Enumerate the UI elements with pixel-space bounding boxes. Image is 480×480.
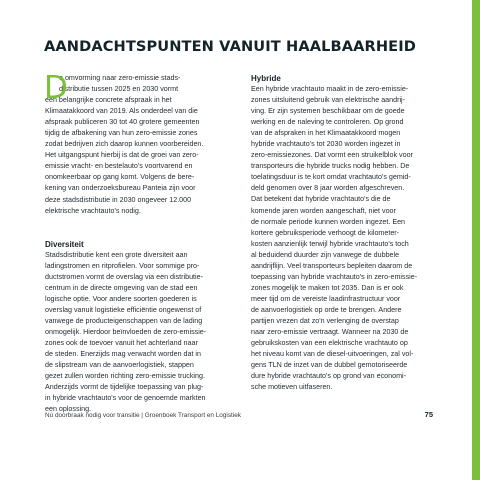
body-line: naar zero-emissie vertraagt. Wanneer na 2030 de [251,328,409,337]
intro-paragraph [44,70,226,217]
body-line: in hybride vrachtauto's voor de genoemde markten [45,394,206,403]
body-line: de slipstream van de aanvoerlogistiek, stappen [45,361,194,370]
body-line: al beduidend duurder zijn vanwege de dubbele [251,250,400,259]
intro-line: afspraak publiceren 30 tot 40 grotere gemeenten [45,118,200,127]
body-line: zones ook de toevoer vanuit het achterland naar [45,338,198,347]
body-line: ving. Er zijn systemen beschikbaar om de goede [251,107,405,116]
body-line: zero-emissiezones. Dat vormt een struikelblok voor [251,151,413,160]
intro-line: e omvorming naar zero-emissie stads- [59,74,181,82]
intro-line: emissie vracht- en bestelauto's voortvarend en [45,162,193,171]
body-line: Anderzijds vormt de tijdelijke toepassing van plug- [45,383,204,392]
page-title: AANDACHTSPUNTEN VANUIT HAALBAARHEID [44,38,416,55]
body-line: deld genomen over 8 jaar worden afgeschreven. [251,184,405,193]
body-line: transporteurs die hybride trucks nodig hebben. De [251,162,410,171]
body-line: onmogelijk. Hierdoor beïnvloeden de zero-emissie- [45,327,207,336]
body-line: ladingstromen en ritprofielen. Voor sommige pro- [45,261,200,270]
body-line: ductstromen vormt de overslag via een distributie- [45,272,203,281]
body-line: de aanvoerlogistiek op orde te brengen. Andere [251,305,402,314]
body-line: zones mogelijk te maken tot 2035. Dan is er ook [251,283,404,292]
hybride-paragraph [251,84,432,393]
body-line: Een hybride vrachtauto maakt in de zero-emissie- [251,85,409,93]
intro-line: Het uitgangspunt hierbij is dat de groei van zero- [45,151,199,160]
page-footer: Nú doorbraak nodig voor transitie | Groenboek Transport en Logistiek [45,412,241,419]
body-line: van de afspraken in het Klimaatakkoord mogen [251,129,401,138]
intro-line: Klimaatakkoord van 2019. Als onderdeel van die [45,107,198,116]
body-line: kosten aanzienlijk terwijl hybride vrachtauto's toch [251,239,409,248]
section-heading-hybride: Hybride [251,74,281,83]
body-line: kortere gebruiksperiode verhoogt de kilometer- [251,228,400,237]
body-line: gebruikskosten van een elektrische vrachtauto op [251,339,408,348]
intro-line: onomkeerbaar op gang komt. Volgens de bere- [45,173,195,182]
drop-cap: D [44,70,68,106]
body-line: Dat betekent dat hybride vrachtauto's die de [251,195,391,204]
body-line: komende jaren worden aangeschaft, niet voor [251,206,396,215]
intro-line: distributie tussen 2025 en 2030 vormt [59,85,179,94]
body-line: een oplossing. [45,405,92,414]
body-line: aandrijflijn. Veel transporteurs bepleiten daarom de [251,261,413,270]
right-column [251,73,432,393]
body-line: hybride vrachtauto's tot 2030 worden ingezet in [251,140,401,149]
body-line: de normale periode kunnen worden ingezet. Een [251,217,406,226]
intro-line: een belangrijke concrete afspraak in het [45,96,172,105]
body-line: meer tijd om de vereiste laadinfrastructuur voor [251,294,401,303]
body-line: de steden. Enerzijds mag verwacht worden dat in [45,350,201,359]
body-line: dure hybride vrachtauto's op grond van economi- [251,372,406,381]
body-line: het niveau komt van de diesel-uitvoeringen, zal vol- [251,350,414,359]
section-heading-diversiteit: Diversiteit [45,239,84,249]
body-line: gens TLN de inzet van de dubbel gemotoriseerde [251,361,408,370]
left-column [44,70,226,415]
body-line: werking en de naleving te controleren. Op grond [251,118,404,127]
body-line: centrum in de directe omgeving van de stad een [45,283,198,292]
body-line: logische optie. Voor andere soorten goederen is [45,294,197,303]
intro-line: zodat bedrijven zich daarop kunnen voorbereiden. [45,140,204,149]
green-edge-bar [472,0,480,480]
body-line: Stadsdistributie kent een grote diversiteit aan [45,250,188,259]
diversiteit-paragraph [45,250,226,416]
body-line: zones uitsluitend gebruik van elektrische aandrij- [251,96,406,105]
intro-line: elektrische vrachtauto's nodig. [45,206,141,215]
intro-line: deze stadsdistributie in 2030 ongeveer 12.000 [45,195,192,204]
body-line: toepassing van hybride vrachtauto's in zero-emissie- [251,272,418,281]
body-line: overslag vanuit logistieke efficiëntie ongewenst of [45,305,202,314]
intro-line: tijdig de afbakening van hun zero-emissie zones [45,129,198,138]
page-number: 75 [424,410,433,419]
body-line: gezet zullen worden richting zero-emissie trucking. [45,372,205,381]
body-line: vanwege de producteigenschappen van de lading [45,316,203,325]
body-line: sche motieven uitfaseren. [251,383,333,392]
intro-line: kening van onderzoeksbureau Panteia zijn voor [45,184,196,193]
body-line: partijen vrezen dat zo'n verlenging de overstap [251,316,399,325]
body-line: toelatingsduur is te kort omdat vrachtauto's gemid- [251,173,411,182]
